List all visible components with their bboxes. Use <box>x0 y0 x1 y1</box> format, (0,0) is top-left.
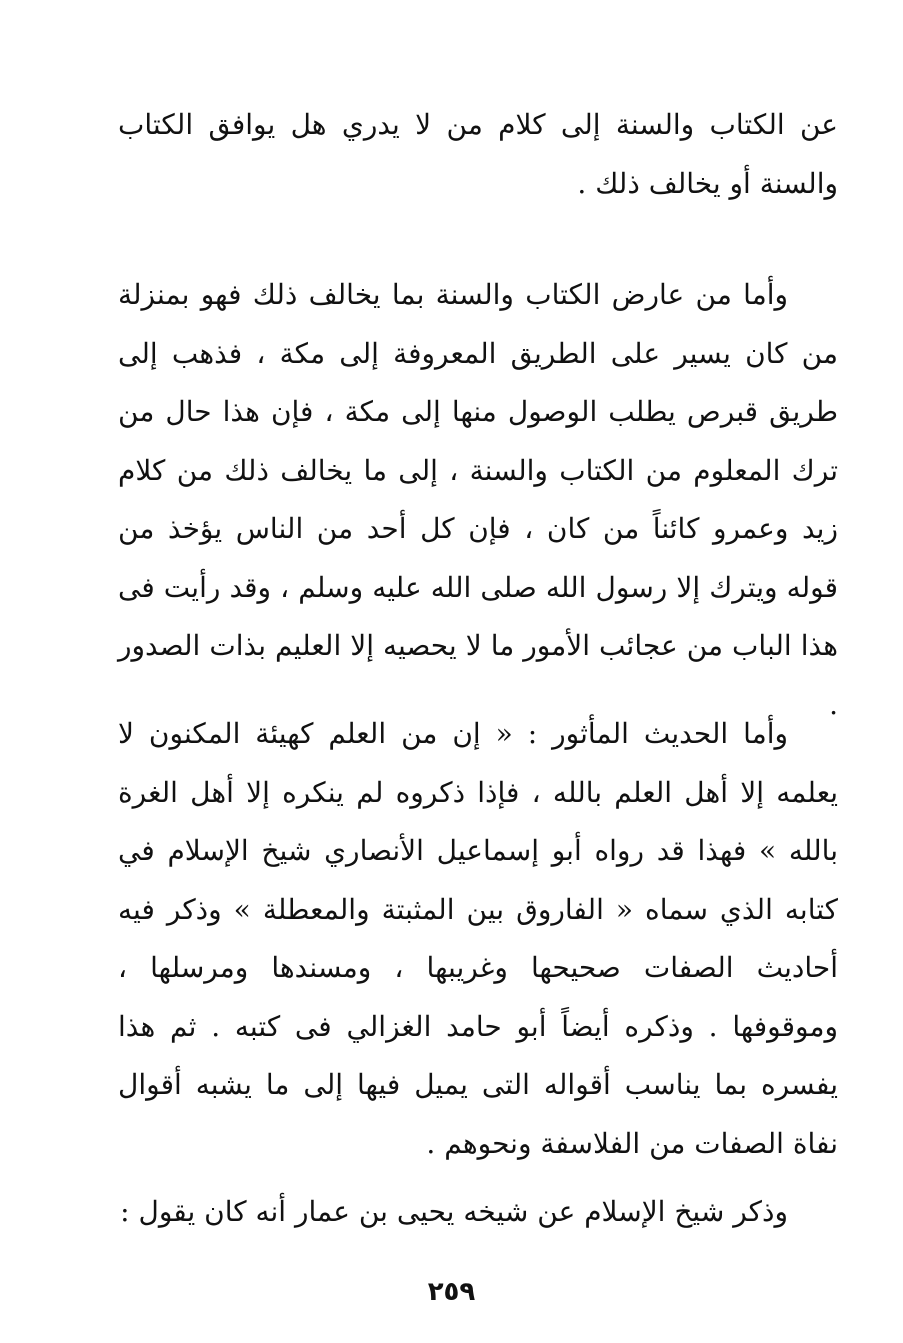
paragraph-2: وأما من عارض الكتاب والسنة بما يخالف ذلك فهو بمنزلة من كان يسير على الطريق المعروفة إلى مكة ، فذهب إلى طريق قبرص يطلب الوصول منها إلى مكة ، فإن هذا حال من ترك المعلوم من الكتاب والسنة ، إلى ما يخالف ذلك من كلام زيد وعمرو كائناً من كان ، فإن كل أحد من الناس يؤخذ من قوله ويترك إلا رسول الله صلى الله عليه وسلم ، وقد رأيت فى هذا الباب من عجائب الأمور ما لا يحصيه إلا العليم بذات الصدور . <box>118 278 839 721</box>
paragraph-4: وذكر شيخ الإسلام عن شيخه يحيى بن عمار أنه كان يقول : <box>120 1195 788 1228</box>
paragraph-3: وأما الحديث المأثور : « إن من العلم كهيئة المكنون لا يعلمه إلا أهل العلم بالله ، فإذا ذكروه لم ينكره إلا أهل الغرة بالله » فهذا قد رواه أبو إسماعيل الأنصاري شيخ الإسلام في كتابه الذي سماه « الفاروق بين المثبتة والمعطلة » وذكر فيه أحاديث الصفات صحيحها وغريبها ، ومسندها ومرسلها ، وموقوفها . وذكره أيضاً أبو حامد الغزالي فى كتبه . ثم هذا يفسره بما يناسب أقواله التى يميل فيها إلى ما يشبه أقوال نفاة الصفات من الفلاسفة ونحوهم . <box>118 717 838 1160</box>
page-number: ٢٥٩ <box>427 1277 476 1307</box>
paragraph-1: عن الكتاب والسنة إلى كلام من لا يدري هل يوافق الكتاب والسنة أو يخالف ذلك . <box>118 108 838 200</box>
